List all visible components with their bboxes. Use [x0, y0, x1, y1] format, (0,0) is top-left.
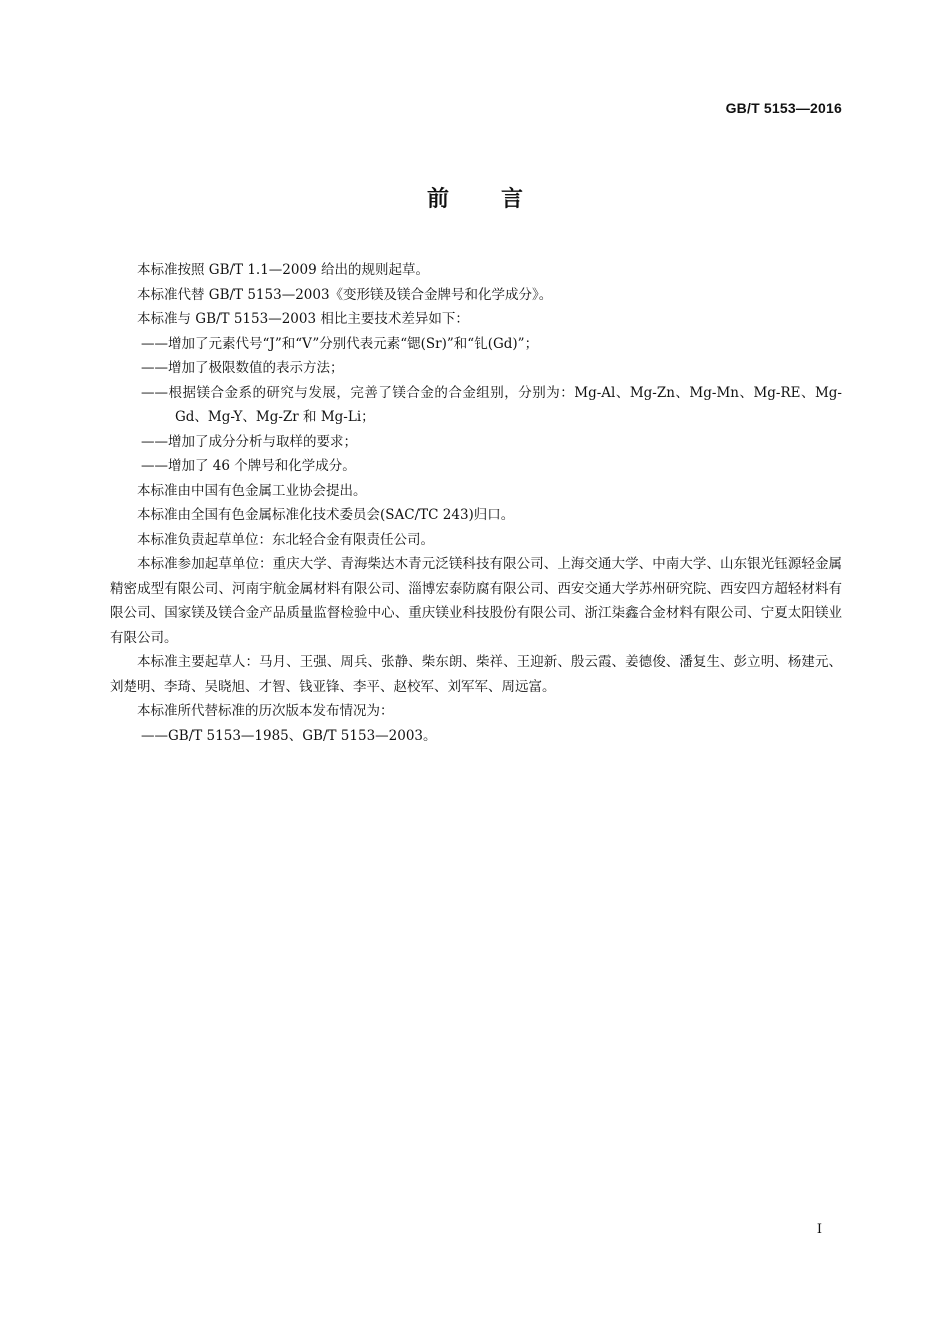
list-item-previous-editions: ——GB/T 5153—1985、GB/T 5153—2003。	[141, 727, 437, 744]
list-item-new-grades: ——增加了 46 个牌号和化学成分。	[141, 458, 356, 474]
paragraph-under-jurisdiction: 本标准由全国有色金属标准化技术委员会(SAC/TC 243)归口。	[137, 507, 515, 523]
paragraph-differences-intro: 本标准与 GB/T 5153—2003 相比主要技术差异如下：	[137, 311, 469, 327]
paragraph-participating-units: 本标准参加起草单位：重庆大学、青海柴达木青元泛镁科技有限公司、上海交通大学、中南大学、山东银光钰源轻金属精密成型有限公司、河南宇航金属材料有限公司、淄博宏泰防腐有限公司、西安交通大学苏州研究院、西安四方超轻材料有限公司、国家镁及镁合金产品质量监督检验中心、重庆镁业科技股份有限公司、浙江柒鑫合金材料有限公司、宁夏太阳镁业有限公司。	[110, 556, 842, 646]
paragraph-drafting-rules: 本标准按照 GB/T 1.1—2009 给出的规则起草。	[137, 262, 429, 278]
foreword-body	[110, 258, 842, 748]
paragraph-proposed-by: 本标准由中国有色金属工业协会提出。	[137, 482, 367, 499]
paragraph-main-drafters: 本标准主要起草人：马月、王强、周兵、张静、柴东朗、柴祥、王迎新、殷云霞、姜德俊、潘复生、彭立明、杨建元、刘楚明、李琦、吴晓旭、才智、钱亚锋、李平、赵校军、刘军军、周远富。	[110, 654, 842, 695]
list-item-alloy-groups: ——根据镁合金系的研究与发展，完善了镁合金的合金组别，分别为：Mg-Al、Mg-Zn、Mg-Mn、Mg-RE、Mg-Gd、Mg-Y、Mg-Zr 和 Mg-Li；	[141, 384, 842, 425]
standard-number: GB/T 5153—2016	[725, 100, 842, 116]
paragraph-previous-editions-intro: 本标准所代替标准的历次版本发布情况为：	[137, 703, 394, 719]
list-item-element-codes: ——增加了元素代号“J”和“V”分别代表元素“锶(Sr)”和“钆(Gd)”；	[141, 335, 539, 352]
paragraph-replaces: 本标准代替 GB/T 5153—2003《变形镁及镁合金牌号和化学成分》。	[137, 286, 553, 303]
list-item-analysis-sampling: ——增加了成分分析与取样的要求；	[141, 433, 357, 450]
list-item-limit-values: ——增加了极限数值的表示方法；	[141, 360, 344, 376]
page-number: I	[816, 1222, 822, 1237]
page-title: 前言	[426, 187, 575, 212]
paragraph-lead-drafter: 本标准负责起草单位：东北轻合金有限责任公司。	[137, 531, 434, 548]
